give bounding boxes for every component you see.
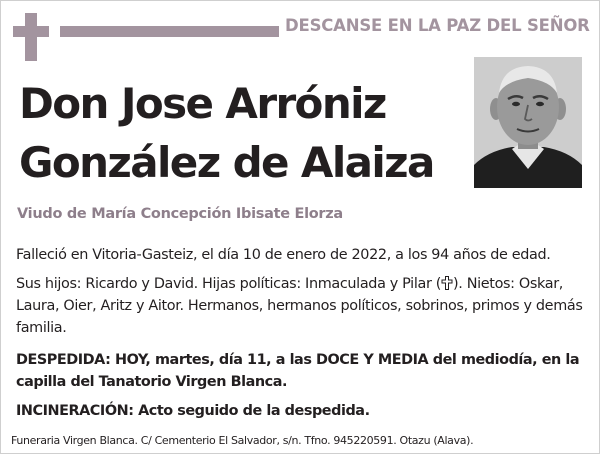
farewell-notice: DESPEDIDA: HOY, martes, día 11, a las DOCE Y MEDIA del mediodía, en la capilla del Tanatorio Virgen Blanca.: [16, 352, 580, 390]
header-rule: [60, 26, 279, 37]
widow-line: Viudo de María Concepción Ibisate Elorza: [17, 206, 343, 222]
header-text: DESCANSE EN LA PAZ DEL SEÑOR: [285, 16, 590, 35]
family-list-part1: Sus hijos: Ricardo y David. Hijas políticas: Inmaculada y Pilar (: [16, 276, 441, 292]
death-notice: Falleció en Vitoria-Gasteiz, el día 10 de enero de 2022, a los 94 años de edad.: [16, 247, 551, 263]
cross-icon: [441, 276, 453, 290]
deceased-name-line2: González de Alaiza: [19, 138, 434, 187]
funeral-home-footer: Funeraria Virgen Blanca. C/ Cementerio El Salvador, s/n. Tfno. 945220591. Otazu (Alava).: [11, 434, 474, 447]
portrait-photo: [474, 57, 582, 188]
family-list-part2: ). Nietos: Oskar, Laura, Oier, Aritz y Aitor. Hermanos, hermanos políticos, sobrinos, primos y demás familia.: [16, 276, 583, 336]
family-list: [16, 273, 588, 339]
cross-icon: [13, 13, 49, 61]
cremation-notice: INCINERACIÓN: Acto seguido de la despedida.: [16, 403, 370, 419]
deceased-name-line1: Don Jose Arróniz: [19, 79, 386, 128]
